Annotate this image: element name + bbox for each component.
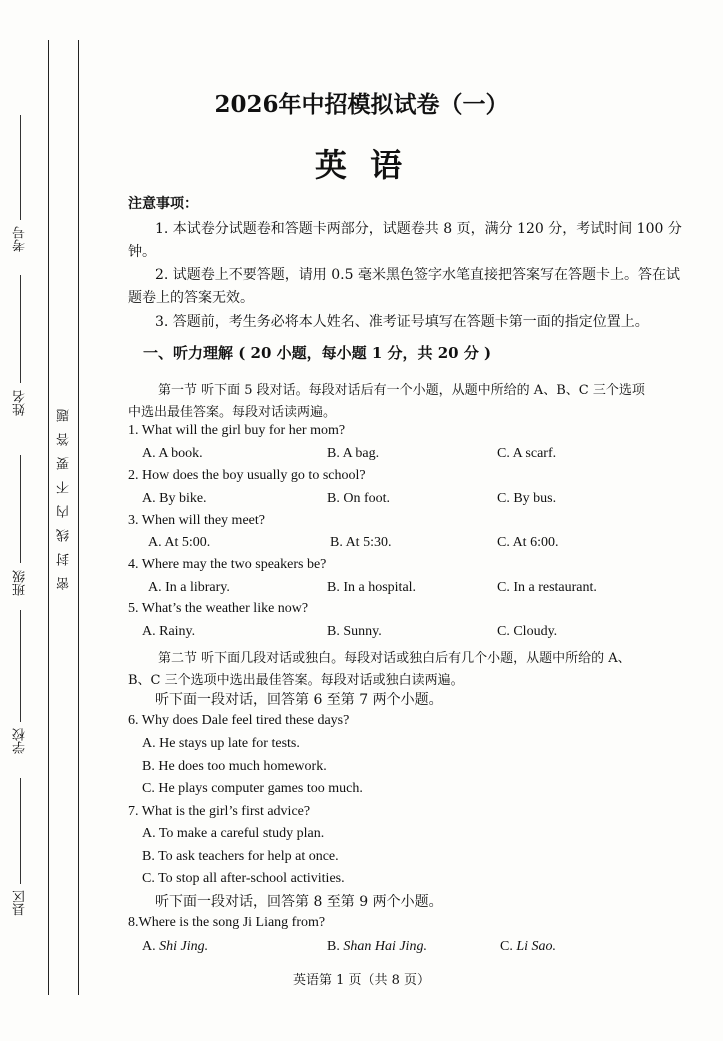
- q8-option-a[interactable]: A. Shi Jing.: [142, 939, 209, 954]
- question-4: 4. Where may the two speakers be?: [128, 557, 327, 572]
- county-field[interactable]: [20, 778, 21, 884]
- question-5: 5. What’s the weather like now?: [128, 601, 309, 616]
- q1-option-b[interactable]: B. A bag.: [327, 446, 380, 461]
- q3-option-a[interactable]: A. At 5:00.: [148, 535, 211, 550]
- question-6: 6. Why does Dale feel tired these days?: [128, 713, 350, 728]
- q4-option-b[interactable]: B. In a hospital.: [327, 580, 417, 595]
- q6-option-b[interactable]: B. He does too much homework.: [142, 759, 327, 774]
- exam-number-label: 考号: [13, 226, 28, 252]
- subject-title: 英 语: [314, 146, 409, 184]
- school-label: 学校: [13, 728, 28, 754]
- q3-option-c[interactable]: C. At 6:00.: [497, 535, 559, 550]
- q8-option-c[interactable]: C. Li Sao.: [500, 939, 557, 954]
- section2-instruction-line2: B、C 三个选项中选出最佳答案。每段对话或独白读两遍。: [128, 673, 464, 688]
- q2-option-c[interactable]: C. By bus.: [497, 491, 557, 506]
- notice-item-3: 3. 答题前，考生务必将本人姓名、准考证号填写在答题卡第一面的指定位置上。: [155, 314, 649, 330]
- q2-option-a[interactable]: A. By bike.: [142, 491, 207, 506]
- q6-option-c[interactable]: C. He plays computer games too much.: [142, 781, 363, 796]
- instruction-q6-q7: 听下面一段对话，回答第 6 至第 7 两个小题。: [155, 692, 443, 708]
- question-3: 3. When will they meet?: [128, 513, 265, 528]
- q1-option-a[interactable]: A. A book.: [142, 446, 203, 461]
- page-footer: 英语第 1 页（共 8 页）: [292, 973, 431, 988]
- q8-option-b[interactable]: B. Shan Hai Jing.: [327, 939, 427, 954]
- q1-option-c[interactable]: C. A scarf.: [497, 446, 557, 461]
- q7-option-a[interactable]: A. To make a careful study plan.: [142, 826, 325, 841]
- instruction-q8-q9: 听下面一段对话，回答第 8 至第 9 两个小题。: [155, 894, 443, 910]
- part1-heading: 一、听力理解 ( 20 小题，每小题 1 分，共 20 分 ): [143, 344, 492, 362]
- section1-instruction-line2: 中选出最佳答案。每段对话读两遍。: [128, 405, 337, 420]
- school-field[interactable]: [20, 610, 21, 722]
- q5-option-c[interactable]: C. Cloudy.: [497, 624, 558, 639]
- section1-instruction-line1: 第一节 听下面 5 段对话。每段对话后有一个小题，从题中所给的 A、B、C 三个选项: [158, 383, 645, 398]
- notice-item-2-line2: 题卷上的答案无效。: [128, 290, 254, 306]
- q7-option-c[interactable]: C. To stop all after-school activities.: [142, 871, 345, 886]
- seal-warning-text: 密封线内不要答题: [57, 398, 72, 590]
- question-1: 1. What will the girl buy for her mom?: [128, 423, 346, 438]
- question-7: 7. What is the girl’s first advice?: [128, 804, 311, 819]
- section2-instruction-line1: 第二节 听下面几段对话或独白。每段对话或独白后有几个小题，从题中所给的 A、: [158, 651, 631, 666]
- class-field[interactable]: [20, 455, 21, 563]
- name-label: 姓名: [13, 390, 28, 416]
- class-label: 班级: [13, 570, 28, 596]
- exam-title: 2026年中招模拟试卷（一）: [214, 91, 509, 118]
- q4-option-a[interactable]: A. In a library.: [148, 580, 230, 595]
- q5-option-a[interactable]: A. Rainy.: [142, 624, 196, 639]
- question-8: 8.Where is the song Ji Liang from?: [128, 915, 326, 930]
- q5-option-b[interactable]: B. Sunny.: [327, 624, 382, 639]
- q2-option-b[interactable]: B. On foot.: [327, 491, 390, 506]
- notice-item-2-line1: 2. 试题卷上不要答题，请用 0.5 毫米黑色签字水笔直接把答案写在答题卡上。答在试: [155, 267, 680, 283]
- q4-option-c[interactable]: C. In a restaurant.: [497, 580, 597, 595]
- question-2: 2. How does the boy usually go to school?: [128, 468, 366, 483]
- county-label: 县区: [13, 890, 28, 916]
- q6-option-a[interactable]: A. He stays up late for tests.: [142, 736, 300, 751]
- notice-heading: 注意事项：: [128, 196, 198, 212]
- notice-item-1-line1: 1. 本试卷分试题卷和答题卡两部分，试题卷共 8 页，满分 120 分，考试时间 100 分: [155, 221, 682, 237]
- notice-item-1-line2: 钟。: [128, 244, 156, 260]
- q7-option-b[interactable]: B. To ask teachers for help at once.: [142, 849, 339, 864]
- name-field[interactable]: [20, 275, 21, 383]
- q3-option-b[interactable]: B. At 5:30.: [330, 535, 392, 550]
